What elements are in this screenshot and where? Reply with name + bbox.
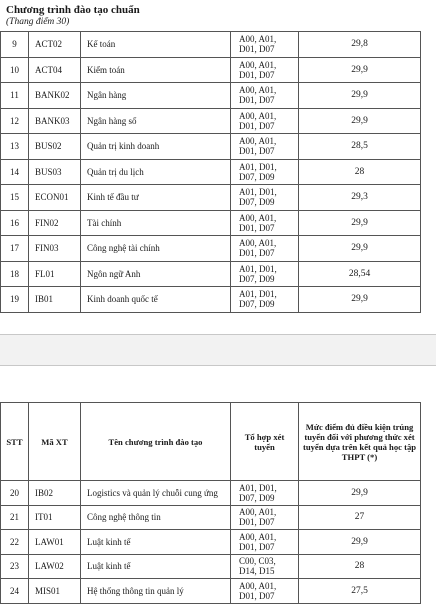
table-row [1, 530, 421, 555]
row-score: 29,9 [299, 57, 421, 83]
row-code: MIS01 [29, 579, 81, 604]
row-program-name: Công nghệ tài chính [81, 236, 231, 262]
row-stt: 18 [1, 261, 29, 287]
table-row [1, 32, 421, 58]
row-subject-combo: A01, D01, D07, D09 [231, 185, 299, 211]
table-row [1, 185, 421, 211]
row-stt: 10 [1, 57, 29, 83]
row-score: 29,9 [299, 108, 421, 134]
header-score: Mức điểm đủ điều kiện trúng tuyển đối với phương thức xét tuyển dựa trên kết quả học tập THPT (*) [299, 403, 421, 481]
row-code: BANK02 [29, 83, 81, 109]
header-stt: STT [1, 403, 29, 481]
row-code: LAW02 [29, 554, 81, 579]
row-stt: 21 [1, 505, 29, 530]
row-score: 28 [299, 159, 421, 185]
row-subject-combo: A00, A01, D01, D07 [231, 57, 299, 83]
row-code: BUS02 [29, 134, 81, 160]
row-score: 29,9 [299, 530, 421, 555]
row-subject-combo: A01, D01, D07, D09 [231, 287, 299, 313]
row-code: BUS03 [29, 159, 81, 185]
row-score: 27 [299, 505, 421, 530]
row-code: FIN02 [29, 210, 81, 236]
table-row [1, 236, 421, 262]
row-subject-combo: A00, A01, D01, D07 [231, 134, 299, 160]
row-score: 28,5 [299, 134, 421, 160]
row-subject-combo: A00, A01, D01, D07 [231, 505, 299, 530]
row-score: 29,9 [299, 210, 421, 236]
section-title: Chương trình đào tạo chuẩn [6, 4, 140, 16]
row-program-name: Quản trị kinh doanh [81, 134, 231, 160]
table-row [1, 57, 421, 83]
row-code: FIN03 [29, 236, 81, 262]
row-stt: 22 [1, 530, 29, 555]
header-code: Mã XT [29, 403, 81, 481]
row-program-name: Tài chính [81, 210, 231, 236]
row-stt: 23 [1, 554, 29, 579]
row-code: LAW01 [29, 530, 81, 555]
table-header-row [1, 403, 421, 481]
row-stt: 12 [1, 108, 29, 134]
table-row [1, 481, 421, 506]
row-subject-combo: A00, A01, D01, D07 [231, 210, 299, 236]
row-subject-combo: A01, D01, D07, D09 [231, 261, 299, 287]
row-stt: 9 [1, 32, 29, 58]
row-score: 27,5 [299, 579, 421, 604]
row-code: ACT04 [29, 57, 81, 83]
row-score: 28 [299, 554, 421, 579]
row-code: FL01 [29, 261, 81, 287]
row-subject-combo: A00, A01, D01, D07 [231, 579, 299, 604]
row-stt: 16 [1, 210, 29, 236]
row-program-name: Logistics và quản lý chuỗi cung ứng [81, 481, 231, 506]
row-stt: 20 [1, 481, 29, 506]
row-score: 29,9 [299, 83, 421, 109]
row-subject-combo: A00, A01, D01, D07 [231, 83, 299, 109]
row-subject-combo: A01, D01, D07, D09 [231, 481, 299, 506]
row-program-name: Ngân hàng số [81, 108, 231, 134]
row-score: 29,9 [299, 236, 421, 262]
row-subject-combo: A00, A01, D01, D07 [231, 236, 299, 262]
table-row [1, 505, 421, 530]
row-code: IB02 [29, 481, 81, 506]
table-row [1, 83, 421, 109]
row-score: 29,9 [299, 481, 421, 506]
row-program-name: Kế toán [81, 32, 231, 58]
row-stt: 13 [1, 134, 29, 160]
row-subject-combo: C00, C03, D14, D15 [231, 554, 299, 579]
row-score: 29,3 [299, 185, 421, 211]
row-program-name: Kiểm toán [81, 57, 231, 83]
document-page-bottom [0, 366, 436, 601]
header-program-name: Tên chương trình đào tạo [81, 403, 231, 481]
row-stt: 14 [1, 159, 29, 185]
row-program-name: Hệ thống thông tin quản lý [81, 579, 231, 604]
row-program-name: Luật kinh tế [81, 530, 231, 555]
row-score: 28,54 [299, 261, 421, 287]
row-score: 29,8 [299, 32, 421, 58]
row-stt: 11 [1, 83, 29, 109]
row-code: IT01 [29, 505, 81, 530]
table-row [1, 159, 421, 185]
table-row [1, 287, 421, 313]
row-program-name: Công nghệ thông tin [81, 505, 231, 530]
table-row [1, 134, 421, 160]
row-program-name: Kinh tế đầu tư [81, 185, 231, 211]
page-break [0, 334, 436, 366]
row-stt: 17 [1, 236, 29, 262]
row-subject-combo: A00, A01, D01, D07 [231, 32, 299, 58]
table-row [1, 261, 421, 287]
row-score: 29,9 [299, 287, 421, 313]
header-subject-combo: Tổ hợp xét tuyển [231, 403, 299, 481]
row-code: ECON01 [29, 185, 81, 211]
admission-score-table-top [0, 31, 421, 313]
admission-score-table-bottom [0, 402, 421, 604]
row-program-name: Kinh doanh quốc tế [81, 287, 231, 313]
row-code: IB01 [29, 287, 81, 313]
table-row [1, 210, 421, 236]
row-stt: 15 [1, 185, 29, 211]
row-code: BANK03 [29, 108, 81, 134]
row-program-name: Luật kinh tế [81, 554, 231, 579]
table-row [1, 579, 421, 604]
row-program-name: Quản trị du lịch [81, 159, 231, 185]
table-row [1, 108, 421, 134]
row-subject-combo: A00, A01, D01, D07 [231, 530, 299, 555]
row-stt: 19 [1, 287, 29, 313]
row-program-name: Ngân hàng [81, 83, 231, 109]
row-program-name: Ngôn ngữ Anh [81, 261, 231, 287]
row-code: ACT02 [29, 32, 81, 58]
table-row [1, 554, 421, 579]
row-stt: 24 [1, 579, 29, 604]
score-scale-note: (Thang điểm 30) [6, 17, 70, 27]
row-subject-combo: A00, A01, D01, D07 [231, 108, 299, 134]
row-subject-combo: A01, D01, D07, D09 [231, 159, 299, 185]
